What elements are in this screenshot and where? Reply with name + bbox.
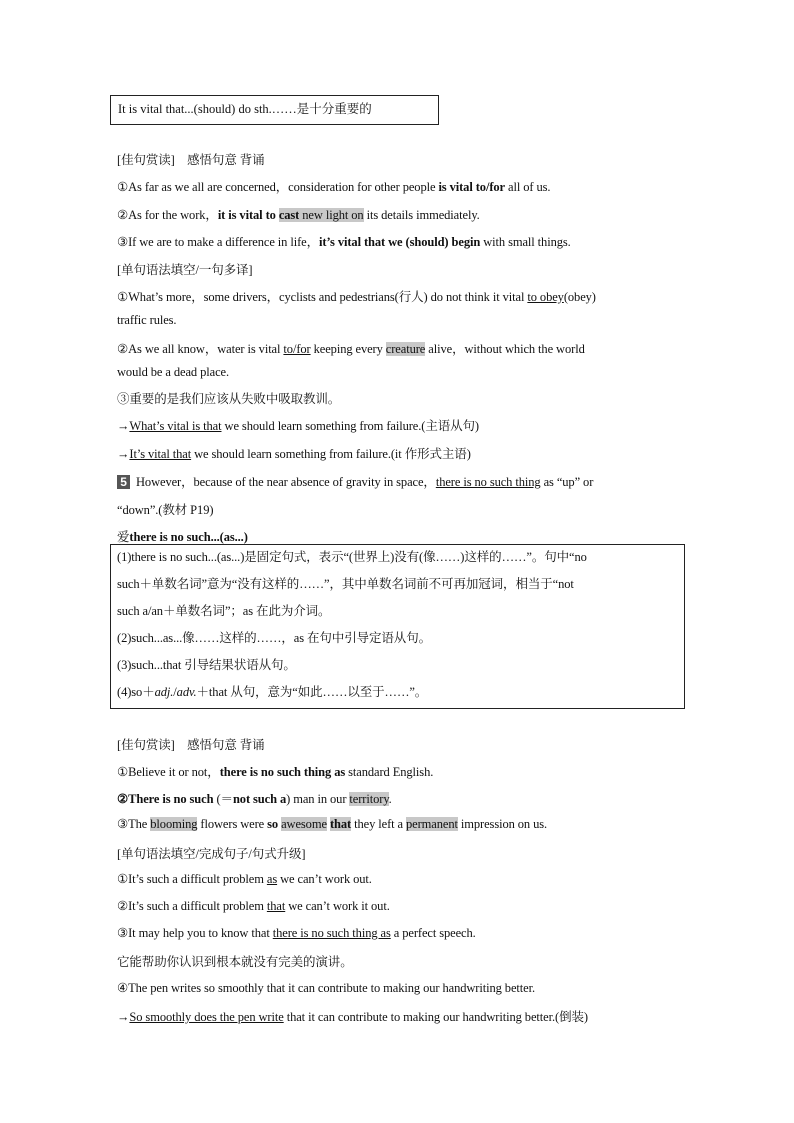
exercise-item-cont: traffic rules. (117, 313, 177, 327)
answer-blank: What’s vital is that (129, 419, 222, 433)
exercise-item: ①It’s such a difficult problem as we can’t work out. (117, 872, 372, 886)
section-heading: [佳句赏读] 感悟句意 背诵 (117, 153, 265, 167)
usage-note: such a/an＋单数名词”；as 在此为介词。 (117, 604, 331, 618)
translation-answer: →It’s vital that we should learn something from failure.(it 作形式主语) (117, 447, 471, 461)
exercise-item: ③It may help you to know that there is no such thing as a perfect speech. (117, 926, 476, 940)
exercise-item: ①What’s more，some drivers，cyclists and pedestrians(行人) do not think it vital to obey(obey) (117, 290, 596, 304)
exercise-item: ③重要的是我们应该从失败中吸取教训。 (117, 392, 341, 406)
exercise-item: ④The pen writes so smoothly that it can contribute to making our handwriting better. (117, 981, 535, 995)
usage-note: (4)so＋adj./adv.＋that 从句，意为“如此……以至于……”。 (117, 685, 428, 699)
example-sentence: ①As far as we all are concerned，consideration for other people is vital to/for all of us. (117, 180, 551, 194)
section-heading: [单句语法填空/一句多译] (117, 263, 253, 277)
translation-answer: →What’s vital is that we should learn something from failure.(主语从句) (117, 419, 479, 433)
usage-note: (2)such...as...像……这样的……，as 在句中引导定语从句。 (117, 631, 431, 645)
section-heading: [单句语法填空/完成句子/句式升级] (117, 847, 306, 861)
translation-answer: →So smoothly does the pen write that it can contribute to making our handwriting better.(倒装) (117, 1010, 588, 1024)
answer-blank: that (266, 899, 286, 913)
exercise-item-cont: would be a dead place. (117, 365, 229, 379)
answer-blank: to/for (283, 342, 311, 356)
answer-blank: as (266, 872, 278, 886)
answer-blank: to obey (527, 290, 564, 304)
exercise-item-cont: 它能帮助你认识到根本就没有完美的演讲。 (117, 955, 353, 969)
usage-note: (1)there is no such...(as...)是固定句式，表示“(世界上)没有(像……)这样的……”。句中“no (117, 550, 587, 564)
vital-pattern-text: It is vital that...(should) do sth.……是十分重要的 (118, 102, 372, 116)
example-sentence: ②As for the work，it is vital to cast new light on its details immediately. (117, 208, 480, 222)
answer-blank: So smoothly does the pen write (129, 1010, 284, 1024)
answer-blank: there is no such thing (435, 475, 541, 489)
point-5-title: 爱there is no such...(as...) (117, 530, 248, 544)
point-5: 5 However，because of the near absence of gravity in space，there is no such thing as “up” or (117, 472, 593, 490)
point-5-cont: “down”.(教材 P19) (117, 503, 214, 517)
example-sentence: ③The blooming flowers were so awesome that they left a permanent impression on us. (117, 817, 548, 831)
example-sentence: ①Believe it or not，there is no such thing as standard English. (117, 765, 434, 779)
usage-note: such＋单数名词”意为“没有这样的……”，其中单数名词前不可再加冠词，相当于“not (117, 577, 574, 591)
section-heading: [佳句赏读] 感悟句意 背诵 (117, 738, 265, 752)
example-sentence: ②There is no such (＝not such a) man in our territory. (117, 792, 392, 806)
example-sentence: ③If we are to make a difference in life，it’s vital that we (should) begin with small things. (117, 235, 571, 249)
exercise-item: ②It’s such a difficult problem that we can’t work it out. (117, 899, 390, 913)
exercise-item: ②As we all know，water is vital to/for keeping every creature alive，without which the world (117, 342, 585, 356)
point-number-badge: 5 (117, 475, 130, 489)
answer-blank: there is no such thing as (272, 926, 391, 940)
answer-blank: It’s vital that (129, 447, 192, 461)
usage-note: (3)such...that 引导结果状语从句。 (117, 658, 296, 672)
